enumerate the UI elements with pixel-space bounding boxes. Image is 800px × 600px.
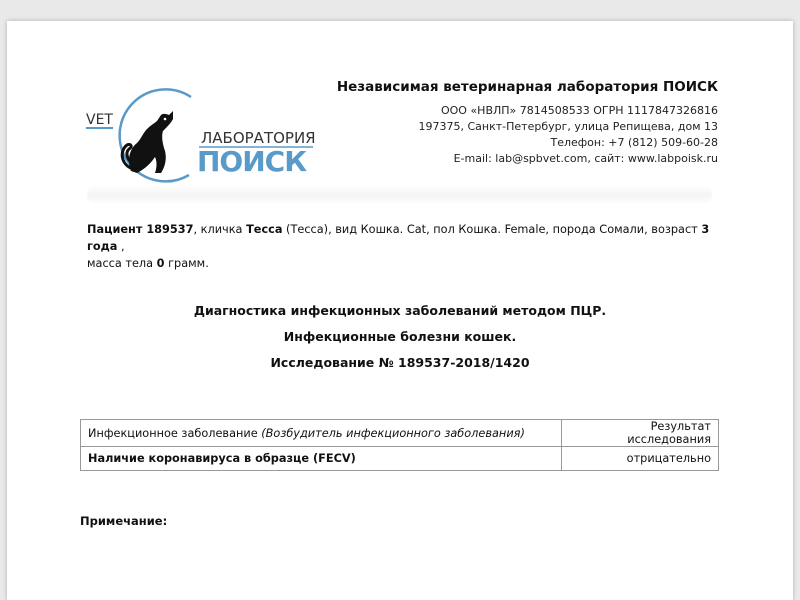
patient-weight-unit: грамм. (164, 257, 209, 270)
lab-address: 197375, Санкт-Петербург, улица Репищева, дом 13 (418, 120, 718, 133)
table-header-disease-main: Инфекционное заболевание (88, 426, 262, 440)
logo-lab-text: ЛАБОРАТОРИЯ (201, 129, 316, 147)
patient-info (87, 221, 727, 272)
patient-age: 3 года (87, 223, 710, 253)
table-cell-result: отрицательно (562, 447, 719, 471)
logo-poisk-text: ПОИСК (197, 145, 307, 178)
table-header-disease-agent: (Возбудитель инфекционного заболевания) (261, 426, 525, 440)
report-title-method: Диагностика инфекционных заболеваний методом ПЦР. (193, 303, 607, 318)
table-row (81, 447, 719, 471)
patient-text-nickname: , кличка (193, 223, 247, 236)
patient-text-after-age: , (117, 240, 125, 253)
lab-header (337, 79, 718, 167)
lab-name: Независимая ветеринарная лаборатория ПОИСК (336, 79, 718, 95)
lab-contacts: E-mail: lab@spbvet.com, сайт: www.labpoisk.ru (453, 152, 718, 165)
table-cell-disease: Наличие коронавируса в образце (FECV) (81, 447, 562, 471)
report-title-number: Исследование № 189537-2018/1420 (270, 355, 530, 370)
header-divider (87, 185, 712, 205)
patient-text-weight: масса тела (87, 257, 157, 270)
report-title-category: Инфекционные болезни кошек. (283, 329, 517, 344)
report-titles (7, 298, 793, 376)
lab-requisites: ООО «НВЛП» 7814508533 ОГРН 1117847326816 (440, 104, 718, 117)
table-header-disease (81, 420, 562, 447)
note-label: Примечание: (80, 514, 168, 528)
document-page (7, 21, 793, 600)
table-header-row (81, 420, 719, 447)
patient-nickname: Тесса (246, 223, 283, 236)
results-table (80, 419, 719, 471)
logo-vet-text: VET (86, 112, 113, 128)
patient-weight: 0 (156, 257, 165, 270)
patient-details: (Тесса), вид Кошка. Cat, пол Кошка. Female, порода Сомали, возраст (282, 223, 702, 236)
lab-phone: Телефон: +7 (812) 509-60-28 (550, 136, 718, 149)
table-header-result: Результат исследования (562, 420, 719, 447)
lab-logo (81, 81, 321, 191)
patient-id: Пациент 189537 (87, 223, 194, 236)
